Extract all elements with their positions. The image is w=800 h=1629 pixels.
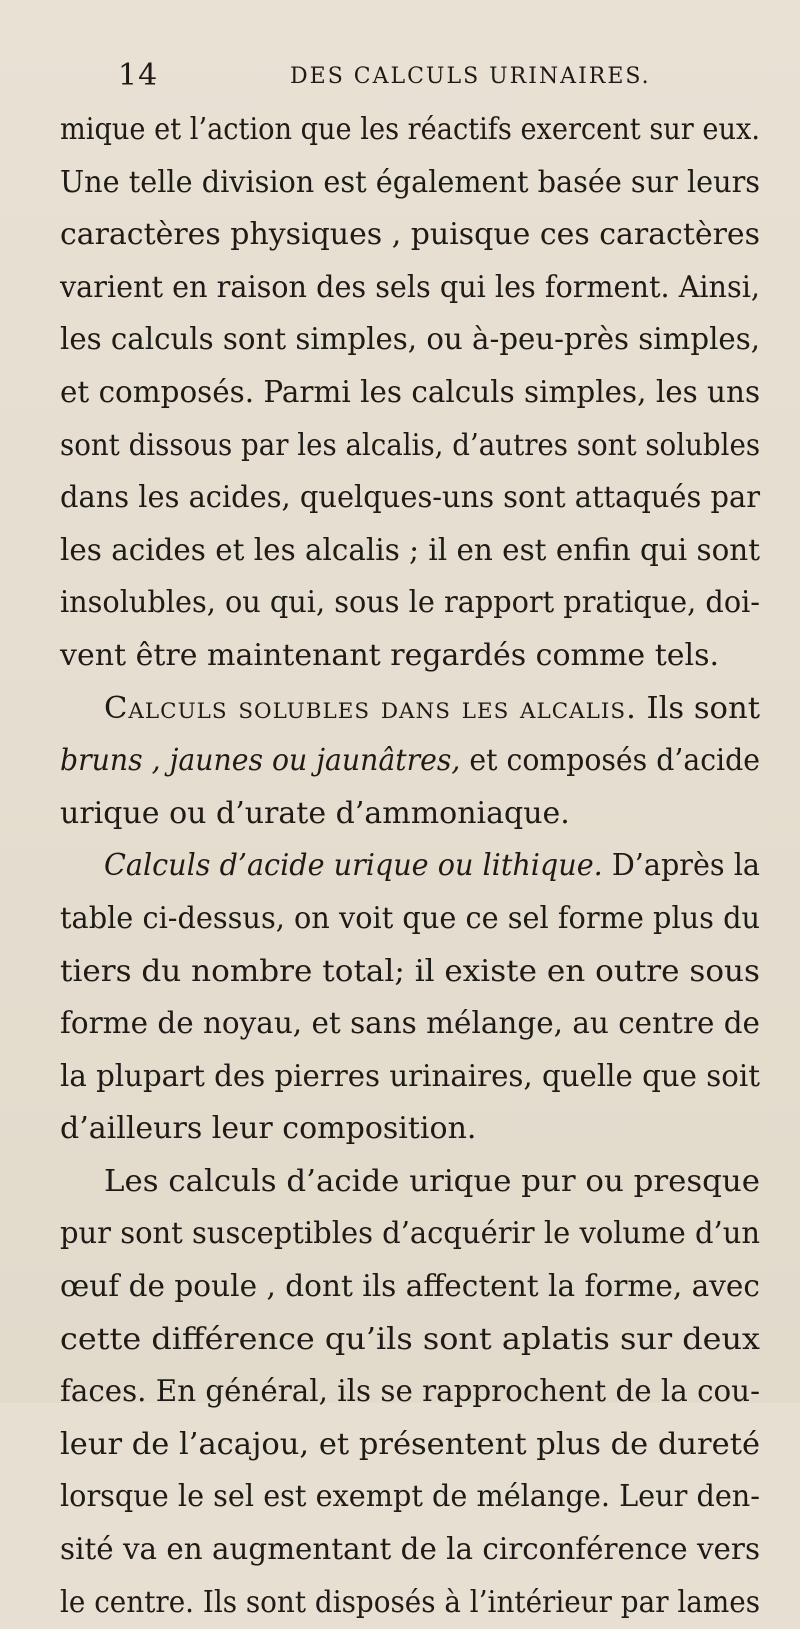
line-text: mique et l’action que les réactifs exercent sur eux.: [60, 112, 760, 147]
text-line: [60, 1051, 760, 1104]
text-line: [60, 420, 760, 473]
text-line: [60, 104, 760, 157]
line-text: d’ailleurs leur composition.: [60, 1111, 477, 1147]
text-line: [60, 1156, 760, 1209]
line-text: lorsque le sel est exempt de mélange. Leur den-: [60, 1479, 761, 1515]
text-line: [60, 1577, 760, 1629]
text-line: [60, 1314, 760, 1367]
text-line: [60, 1208, 760, 1261]
line-text: le centre. Ils sont disposés à l’intérieur par lames: [60, 1584, 761, 1620]
line-text: faces. En général, ils se rapprochent de la cou-: [60, 1374, 760, 1410]
text-line: [60, 683, 760, 736]
line-text: pur sont susceptibles d’acquérir le volume d’un: [60, 1216, 760, 1252]
line-text: insolubles, ou qui, sous le rapport pratique, doi-: [60, 585, 761, 621]
text-line: [60, 630, 760, 683]
italic-phrase: Calculs d’acide urique ou lithique.: [104, 848, 603, 884]
italic-phrase: bruns , jaunes ou jaunâtres,: [60, 743, 461, 779]
line-text: œuf de poule , dont ils affectent la forme, avec: [60, 1269, 760, 1305]
text-line: [60, 262, 760, 315]
text-line: [60, 1103, 760, 1156]
text-line: [60, 1524, 760, 1577]
text-line: [60, 525, 760, 578]
line-text: tiers du nombre total; il existe en outre sous: [60, 953, 760, 989]
line-text: table ci-dessus, on voit que ce sel forme plus du: [60, 900, 761, 936]
text-line: [60, 840, 760, 893]
line-text: dans les acides, quelques-uns sont attaqués par: [60, 480, 761, 516]
line-text-rest: Ils sont: [636, 690, 760, 726]
line-text: Les calculs d’acide urique pur ou presque: [104, 1163, 760, 1199]
text-line: [60, 1261, 760, 1314]
text-line: [60, 209, 760, 262]
text-line: [60, 893, 760, 946]
text-line: [60, 367, 760, 420]
page-header: [118, 58, 738, 98]
line-text: les calculs sont simples, ou à-peu-près simples,: [60, 322, 761, 358]
text-line: [60, 788, 760, 841]
text-line: [60, 157, 760, 210]
line-text: forme de noyau, et sans mélange, au centre de: [60, 1006, 760, 1042]
running-head: DES CALCULS URINAIRES.: [290, 64, 651, 89]
line-text: sité va en augmentant de la circonférence vers: [60, 1532, 761, 1568]
text-line: [60, 735, 760, 788]
line-text: Une telle division est également basée sur leurs: [60, 164, 761, 200]
line-text: varient en raison des sels qui les forment. Ainsi,: [60, 269, 760, 305]
line-text: vent être maintenant regardés comme tels.: [60, 637, 720, 673]
text-line: [60, 472, 760, 525]
line-text: et composés. Parmi les calculs simples, les uns: [60, 374, 761, 410]
line-text: caractères physiques , puisque ces caractères: [60, 217, 761, 253]
text-line: [60, 314, 760, 367]
text-line: [60, 946, 760, 999]
line-text: la plupart des pierres urinaires, quelle que soit: [60, 1058, 760, 1094]
text-line: [60, 998, 760, 1051]
line-text-rest: D’après la: [602, 848, 760, 884]
line-text: les acides et les alcalis ; il en est enfin qui sont: [60, 532, 761, 568]
line-text-rest: et composés d’acide: [460, 743, 760, 779]
text-line: [60, 1366, 760, 1419]
text-line: [60, 1471, 760, 1524]
text-line: [60, 1419, 760, 1472]
section-heading: Calculs solubles dans les alcalis.: [104, 690, 637, 726]
line-text: leur de l’acajou, et présentent plus de dureté: [60, 1426, 761, 1462]
line-text: cette différence qu’ils sont aplatis sur deux: [60, 1321, 761, 1357]
text-line: [60, 577, 760, 630]
body-text: [60, 104, 760, 1629]
line-text: sont dissous par les alcalis, d’autres sont solubles: [60, 427, 761, 463]
page-number: 14: [118, 58, 159, 93]
line-text: urique ou d’urate d’ammoniaque.: [60, 795, 570, 831]
